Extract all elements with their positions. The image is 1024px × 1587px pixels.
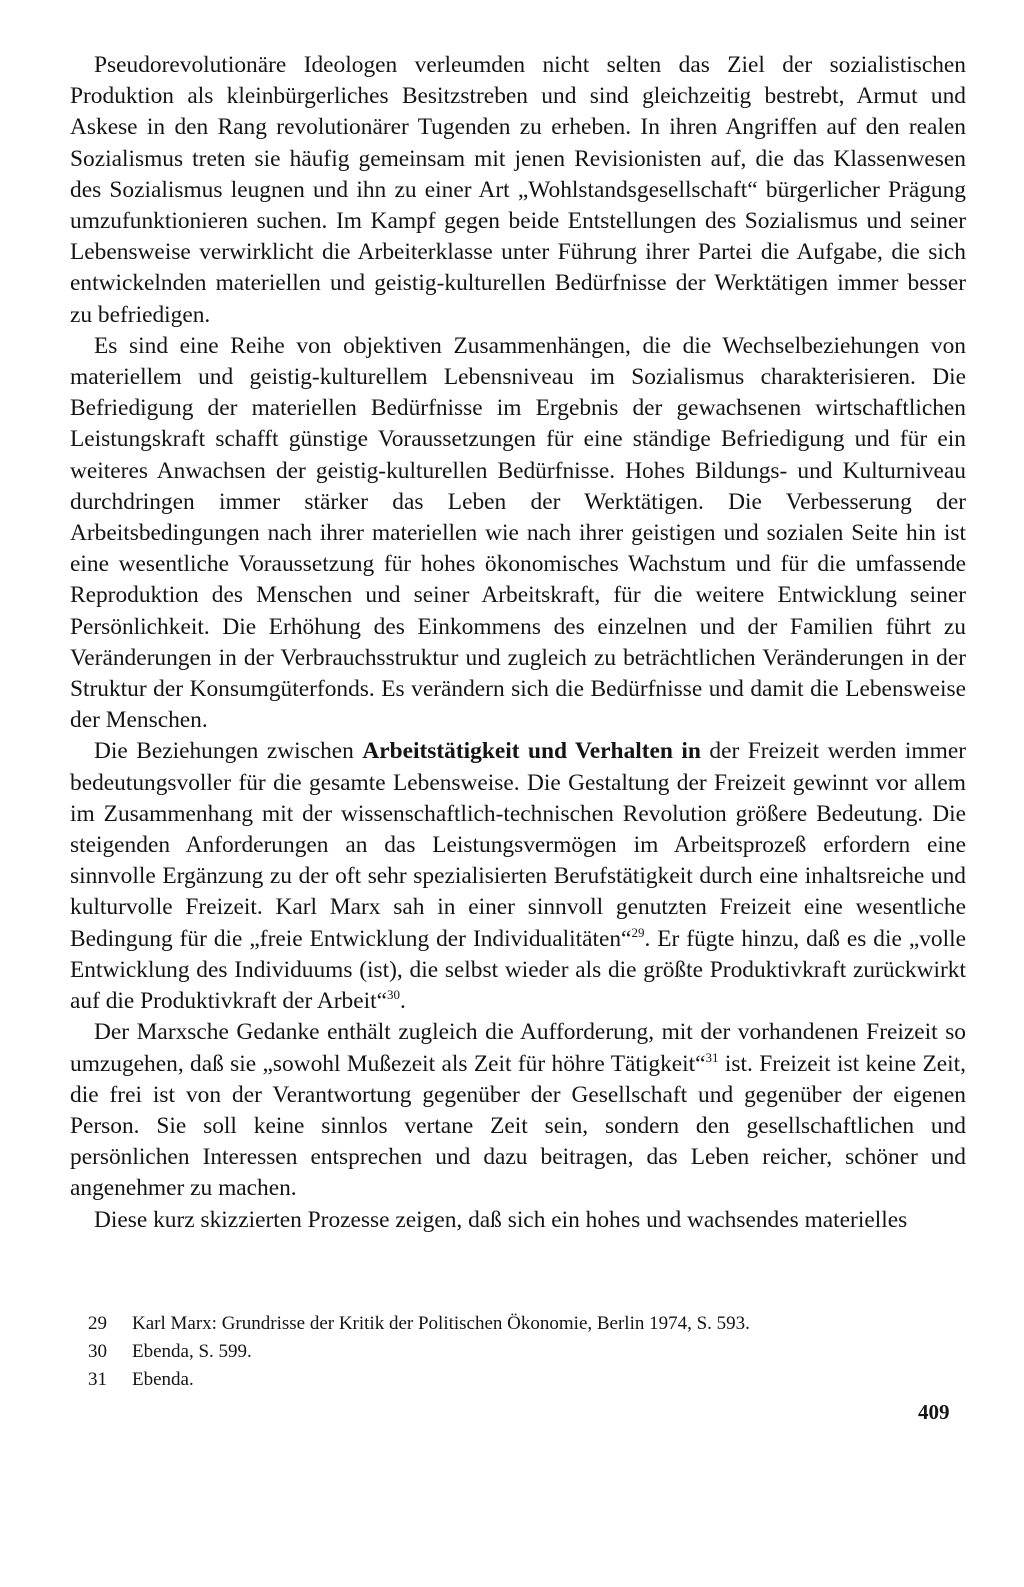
paragraph-3-text-end: .: [399, 988, 406, 1015]
footnote-text: Ebenda.: [132, 1369, 194, 1390]
paragraph-2: [70, 331, 966, 737]
paragraph-4-text-end: ist. Freizeit ist keine Zeit, die frei ist von der Verantwortung gegenüber der Gesellschaft und gegenüber der eigenen Person. Sie soll keine sinnlos vertane Zeit sein, sondern den gesellschaftlichen und persönlichen Interessen entsprechen und dazu beitragen, das Leben reicher, schöner und angenehmer zu machen.: [70, 1050, 966, 1202]
paragraph-4-text-start: Der Marxsche Gedanke enthält zugleich die Aufforderung, mit der vorhandenen Freizeit so umzugehen, daß sie „sowohl Mußezeit als Zeit für höhre Tätigkeit“: [70, 1019, 966, 1077]
paragraph-1-text: Pseudorevolutionäre Ideologen verleumden nicht selten das Ziel der sozialistischen Produktion als kleinbürgerliches Besitzstreben und sind gleichzeitig bestrebt, Armut und Askese in den Rang revolutionärer Tugenden zu erheben. In ihren Angriffen auf den realen Sozialismus treten sie häufig gemeinsam mit jenen Revisionisten auf, die das Klassenwesen des Sozialismus leugnen und ihn zu einer Art „Wohlstandsgesellschaft“ bürgerlicher Prägung umzufunktionieren suchen. Im Kampf gegen beide Entstellungen des Sozialismus und seiner Lebensweise verwirklicht die Arbeiterklasse unter Führung ihrer Partei die Aufgabe, die sich entwickelnden materiellen und geistig-kulturellen Bedürfnisse der Werktätigen immer besser zu befriedigen.: [70, 52, 966, 328]
paragraph-3-text-middle: der Freizeit werden immer bedeutungsvoller für die gesamte Lebensweise. Die Gestaltung der Freizeit gewinnt vor allem im Zusammenhang mit der wissenschaftlich-technischen Revolution größere Bedeutung. Die steigenden Anforderungen an das Leistungsvermögen im Arbeitsprozeß erfordern eine sinnvolle Ergänzung zu der oft sehr spezialisierten Berufstätigkeit durch eine inhaltsreiche und kulturvolle Freizeit. Karl Marx sah in einer sinnvoll genutzten Freizeit eine wesentliche Bedingung für die „freie Entwicklung der Individualitäten“: [70, 738, 966, 952]
footnote-number: 30: [88, 1341, 107, 1362]
main-text: [70, 50, 966, 1236]
paragraph-3-emphasis: Arbeitstätigkeit und Verhalten in: [362, 738, 701, 765]
paragraph-5-text: Diese kurz skizzierten Prozesse zeigen, daß sich ein hohes und wachsendes materielles: [94, 1206, 908, 1233]
paragraph-3-text-start: Die Beziehungen zwischen: [94, 738, 363, 765]
footnote-number: 29: [88, 1313, 107, 1334]
paragraph-5: [70, 1205, 966, 1236]
page-number: 409: [918, 1400, 950, 1424]
footnote: [88, 1310, 948, 1338]
footnote: [88, 1366, 948, 1394]
footnote-ref-29: 29: [631, 924, 645, 940]
footnote-text: Karl Marx: Grundrisse der Kritik der Politischen Ökonomie, Berlin 1974, S. 593.: [132, 1313, 750, 1334]
footnote-ref-30: 30: [386, 987, 400, 1003]
paragraph-3: [70, 736, 966, 1017]
paragraph-2-text: Es sind eine Reihe von objektiven Zusammenhängen, die die Wechselbeziehungen von materiellem und geistig-kulturellem Lebensniveau im Sozialismus charakterisieren. Die Befriedigung der materiellen Bedürfnisse im Ergebnis der gewachsenen wirtschaftlichen Leistungskraft schafft günstige Voraussetzungen für eine ständige Befriedigung und für ein weiteres Anwachsen der geistig-kulturellen Bedürfnisse. Hohes Bildungs- und Kulturniveau durchdringen immer stärker das Leben der Werktätigen. Die Verbesserung der Arbeitsbedingungen nach ihrer materiellen wie nach ihrer geistigen und sozialen Seite hin ist eine wesentliche Voraussetzung für hohes ökonomisches Wachstum und für die umfassende Reproduktion des Menschen und seiner Arbeitskraft, für die weitere Entwicklung seiner Persönlichkeit. Die Erhöhung des Einkommens des einzelnen und der Familien führt zu Veränderungen in der Verbrauchsstruktur und zugleich zu beträchtlichen Veränderungen in der Struktur der Konsumgüterfonds. Es verändern sich die Bedürfnisse und damit die Lebensweise der Menschen.: [70, 332, 966, 734]
footnote-text: Ebenda, S. 599.: [132, 1341, 252, 1362]
footnote-ref-31: 31: [705, 1049, 719, 1065]
paragraph-1: [70, 50, 966, 331]
footnote: [88, 1338, 948, 1366]
paragraph-4: [70, 1017, 966, 1204]
footnotes: [88, 1310, 948, 1394]
paragraph-3-text-middle-2: . Er fügte hinzu, daß es die „volle Entwicklung des Individuums (ist), die selbst wieder als die größte Produktivkraft zurückwirkt auf die Produktivkraft der Arbeit“: [70, 925, 967, 1015]
footnote-number: 31: [88, 1369, 107, 1390]
